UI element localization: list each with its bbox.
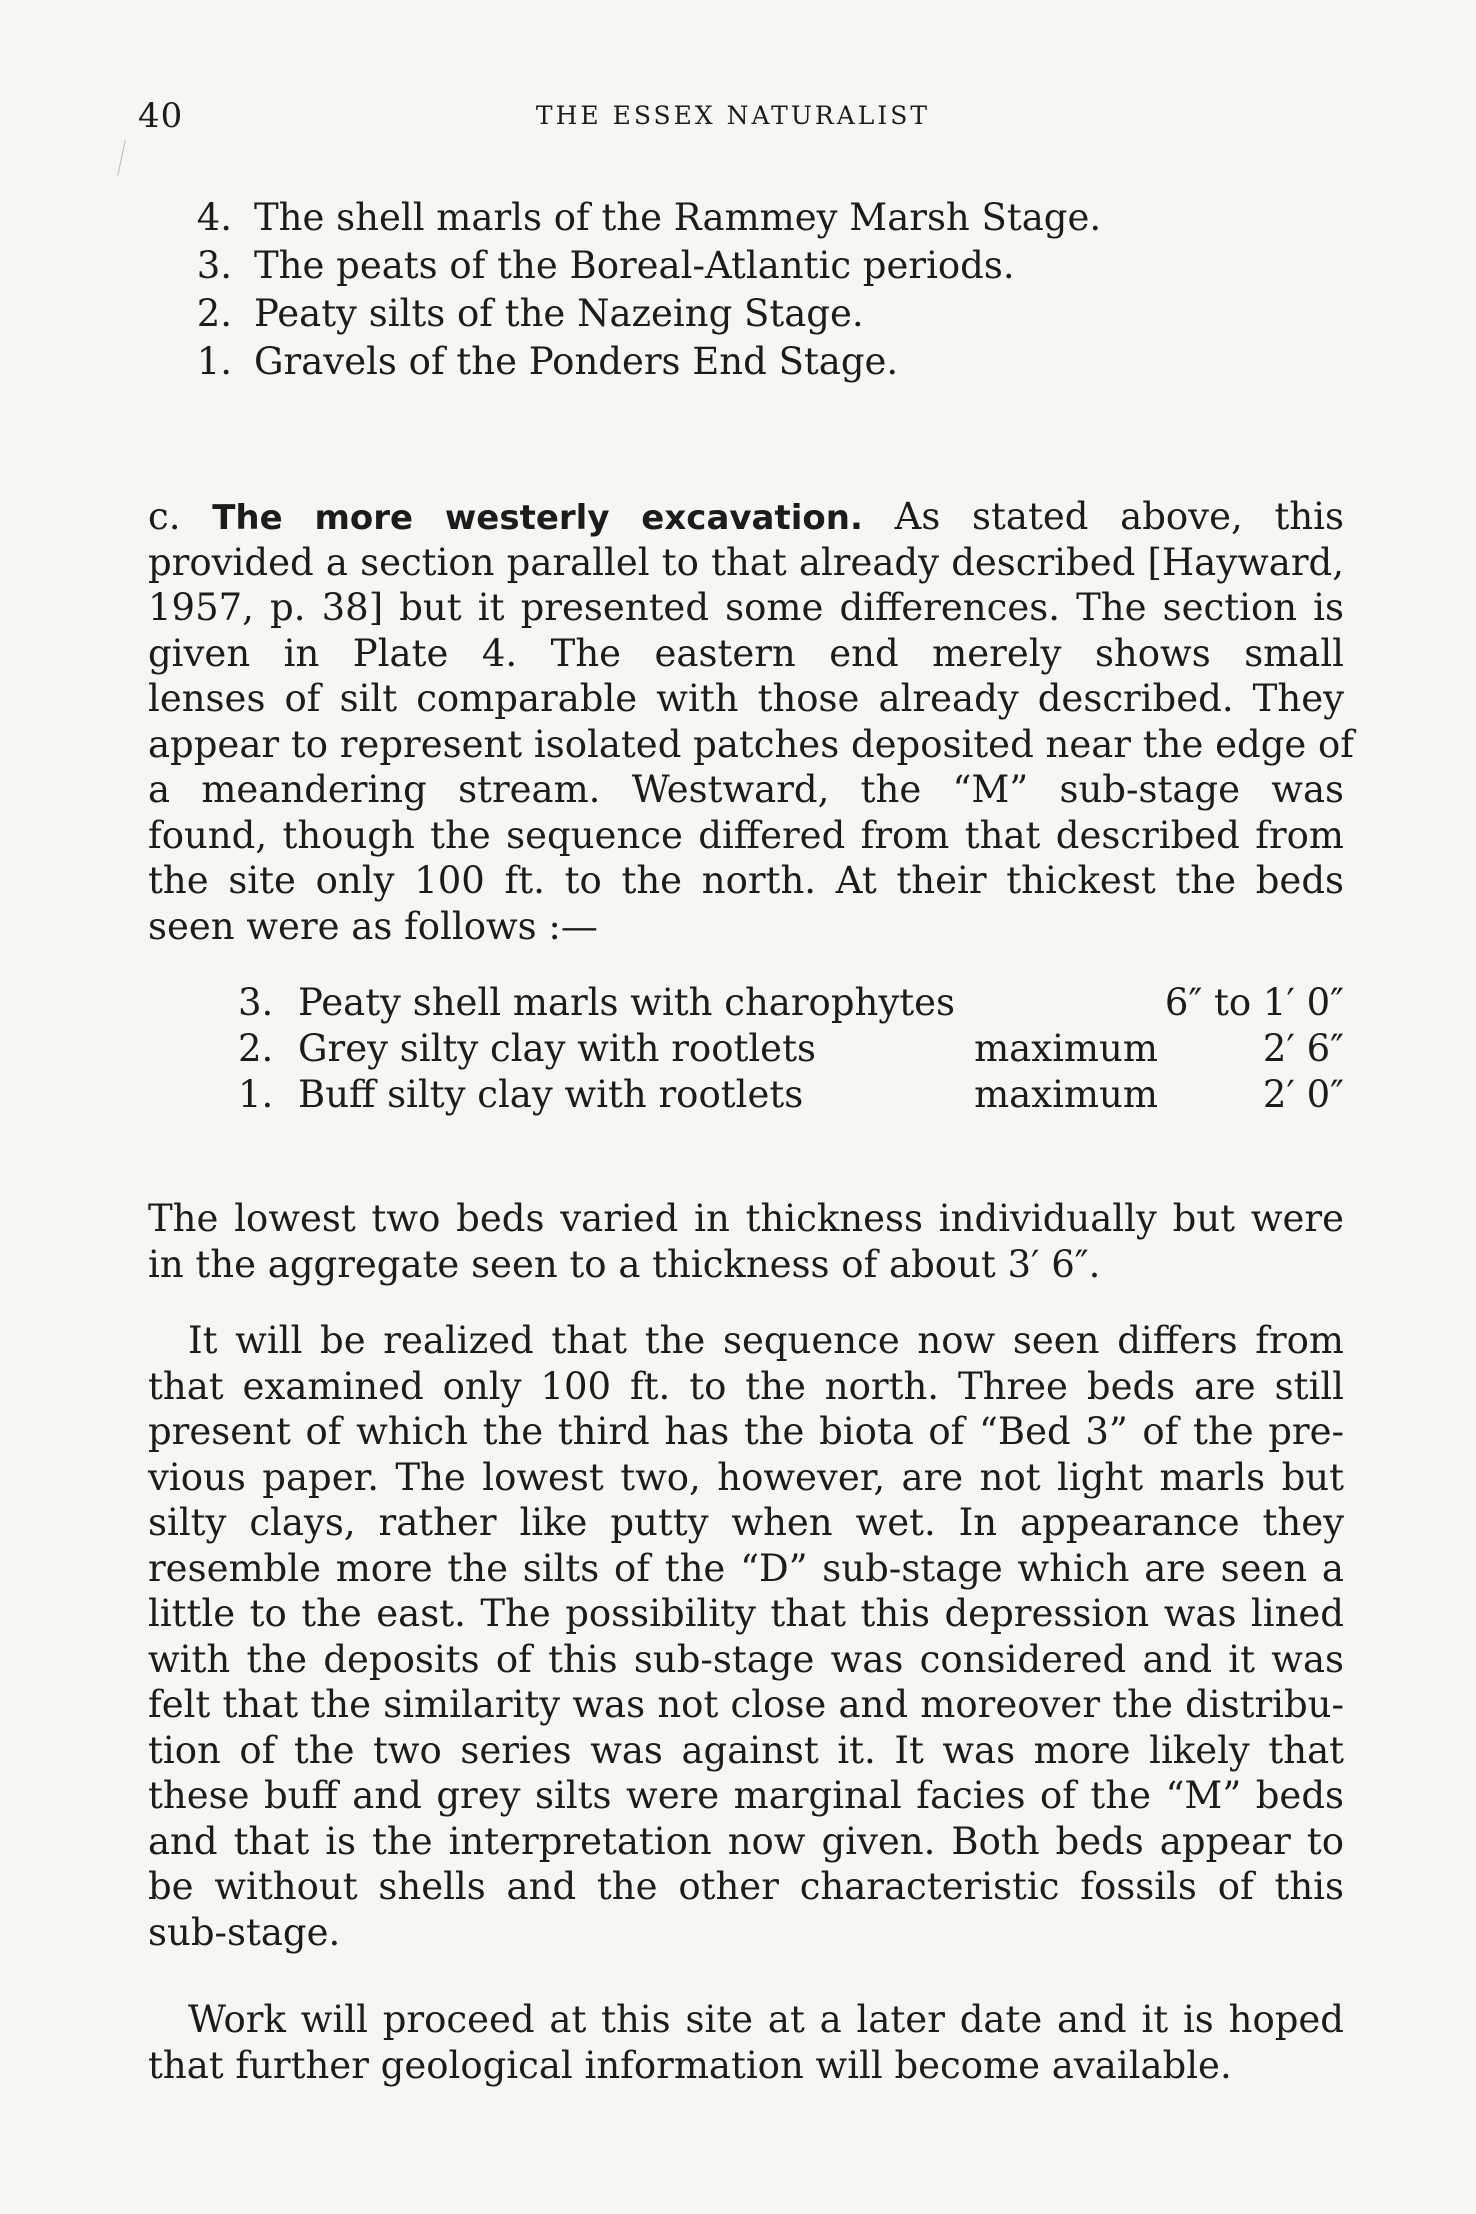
page-number: 40 — [138, 96, 184, 136]
list-item — [170, 338, 1170, 386]
text-line: lenses of silt comparable with those already described. They — [148, 677, 1344, 720]
bed-number: 1. — [238, 1073, 274, 1116]
section-c-paragraph — [148, 494, 1355, 949]
text-line: seen were as follows :— — [148, 904, 598, 948]
section-c-first-line — [148, 494, 1344, 540]
table-row — [170, 1026, 1344, 1072]
list-item-number: 2. — [196, 292, 232, 335]
text-line: the site only 100 ft. to the north. At their thickest the beds — [148, 859, 1344, 902]
list-item-text: The shell marls of the Rammey Marsh Stage. — [254, 196, 1102, 239]
text-line: 1957, p. 38] but it presented some differences. The section is — [148, 586, 1344, 629]
text-line: present of which the third has the biota of “Bed 3” of the pre- — [148, 1410, 1344, 1453]
list-item — [170, 290, 1170, 338]
text-line: found, though the sequence differed from that described from — [148, 813, 1344, 857]
text-line: appear to represent isolated patches deposited near the edge of — [148, 722, 1355, 766]
text-line: be without shells and the other characteristic fossils of this — [148, 1865, 1344, 1908]
closing-paragraph — [148, 1997, 1344, 2088]
after-beds-paragraph — [148, 1196, 1344, 1287]
list-item — [170, 242, 1170, 290]
list-item-number: 1. — [196, 340, 232, 383]
list-item — [170, 194, 1170, 242]
running-head: THE ESSEX NATURALIST — [535, 101, 931, 130]
section-c-heading: The more westerly excavation. — [212, 498, 863, 538]
text-line: tion of the two series was against it. It was more likely that — [148, 1728, 1344, 1772]
bed-number: 2. — [238, 1027, 274, 1070]
margin-mark — [117, 140, 127, 176]
bed-description: Grey silty clay with rootlets — [298, 1027, 816, 1070]
text-line: in the aggregate seen to a thickness of about 3′ 6″. — [148, 1242, 1101, 1286]
text-line: Work will proceed at this site at a later date and it is hoped — [188, 1998, 1344, 2041]
bed-qualifier: maximum — [974, 1027, 1158, 1070]
bed-thickness: 2′ 0″ — [1262, 1073, 1344, 1116]
section-c-prefix: c. — [148, 495, 181, 538]
text-line: resemble more the silts of the “D” sub-stage which are seen a — [148, 1546, 1344, 1590]
text-line: The lowest two beds varied in thickness individually but were — [148, 1197, 1344, 1240]
text-line: sub-stage. — [148, 1910, 341, 1954]
list-item-text: Peaty silts of the Nazeing Stage. — [254, 292, 864, 335]
stages-list — [170, 194, 1170, 386]
text-line: felt that the similarity was not close and moreover the distribu- — [148, 1683, 1344, 1726]
list-item-text: The peats of the Boreal-Atlantic periods. — [254, 244, 1015, 287]
realization-paragraph — [148, 1318, 1344, 1955]
list-item-number: 3. — [196, 244, 232, 287]
text-line: these buff and grey silts were marginal facies of the “M” beds — [148, 1774, 1344, 1817]
text-line: vious paper. The lowest two, however, are not light marls but — [148, 1455, 1344, 1499]
text-line: silty clays, rather like putty when wet. In appearance they — [148, 1501, 1344, 1544]
list-item-text: Gravels of the Ponders End Stage. — [254, 340, 899, 383]
text-line: that further geological information will become available. — [148, 2043, 1232, 2087]
text-line: little to the east. The possibility that this depression was lined — [148, 1592, 1344, 1635]
text-line: that examined only 100 ft. to the north. Three beds are still — [148, 1364, 1344, 1408]
bed-thickness: 6″ to 1′ 0″ — [1164, 981, 1344, 1024]
bed-thickness: 2′ 6″ — [1262, 1027, 1344, 1070]
text-line: with the deposits of this sub-stage was considered and it was — [148, 1637, 1344, 1681]
text-line: given in Plate 4. The eastern end merely shows small — [148, 631, 1344, 675]
bed-number: 3. — [238, 981, 274, 1024]
section-c-first-line-rest: As stated above, this — [894, 495, 1344, 538]
beds-table — [170, 980, 1344, 1118]
table-row — [170, 1072, 1344, 1118]
text-line: a meandering stream. Westward, the “M” sub-stage was — [148, 768, 1344, 811]
table-row — [170, 980, 1344, 1026]
text-line: It will be realized that the sequence now seen differs from — [188, 1319, 1344, 1362]
bed-qualifier: maximum — [974, 1073, 1158, 1116]
text-line: provided a section parallel to that already described [Hayward, — [148, 540, 1344, 584]
list-item-number: 4. — [196, 196, 232, 239]
bed-description: Peaty shell marls with charophytes — [298, 981, 955, 1024]
text-line: and that is the interpretation now given. Both beds appear to — [148, 1819, 1344, 1863]
bed-description: Buff silty clay with rootlets — [298, 1073, 804, 1116]
